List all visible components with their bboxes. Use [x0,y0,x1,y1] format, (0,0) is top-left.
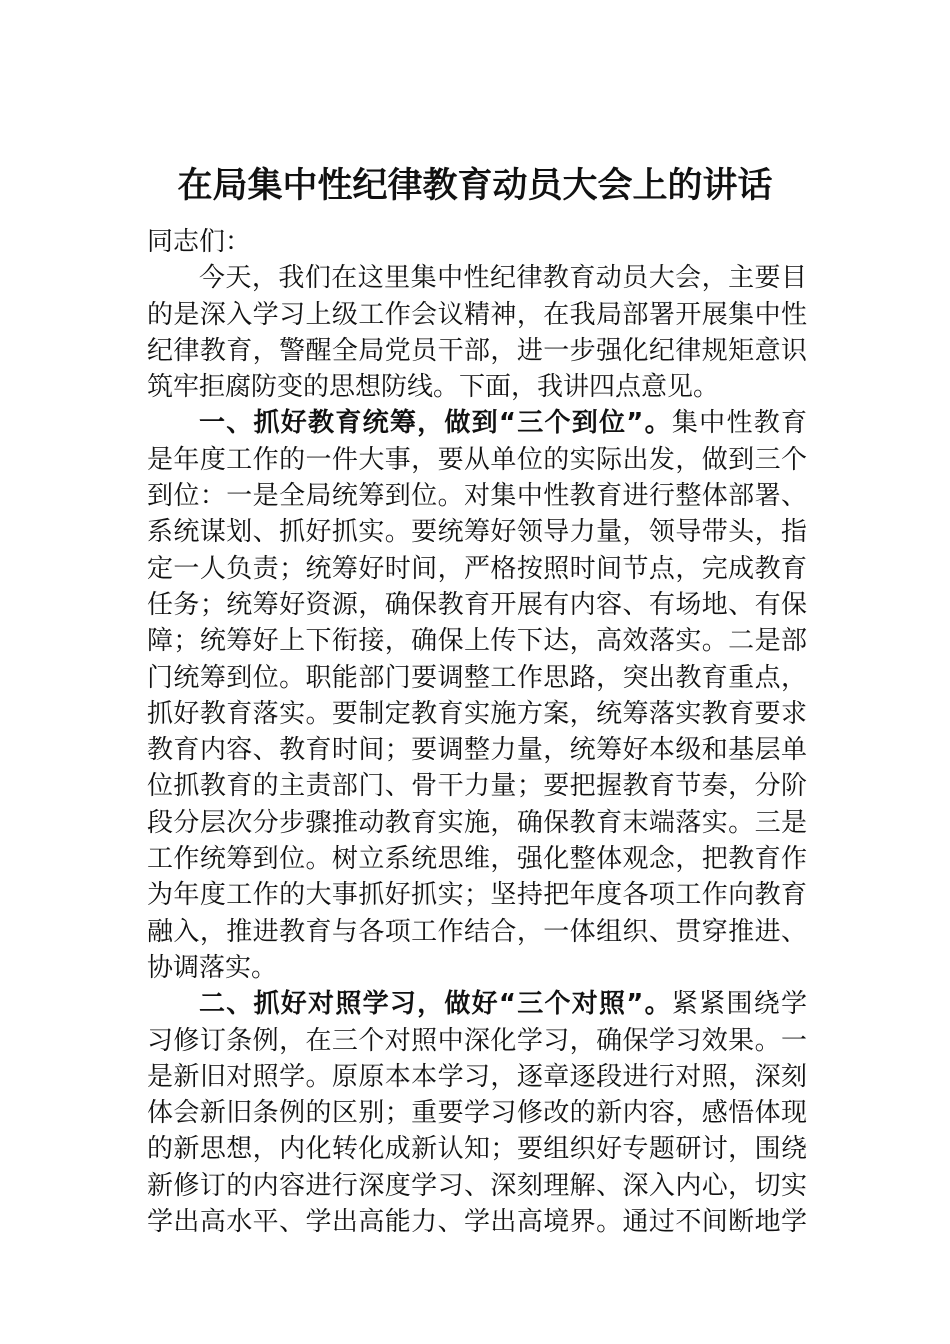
section-heading-1-continuation: 集中性教育 [671,408,807,439]
paragraph-line: 位抓教育的主责部门、骨干力量；要把握教育节奏，分阶 [147,771,807,802]
salutation: 同志们： [147,227,252,257]
paragraph-line: 门统筹到位。职能部门要调整工作思路，突出教育重点， [147,662,807,693]
paragraph-line: 体会新旧条例的区别；重要学习修改的新内容，感悟体现 [147,1098,807,1129]
paragraph-line: 抓好教育落实。要制定教育实施方案，统筹落实教育要求 [147,698,807,729]
section-heading-line [147,986,807,1022]
section-heading-2-continuation: 紧紧围绕学 [671,989,807,1020]
paragraph-line: 障；统筹好上下衔接，确保上传下达，高效落实。二是部 [147,626,807,657]
paragraph-line: 工作统筹到位。树立系统思维，强化整体观念，把教育作 [147,844,807,875]
paragraph-line: 教育内容、教育时间；要调整力量，统筹好本级和基层单 [147,735,807,766]
document-body [147,224,807,1240]
paragraph-line: 的新思想，内化转化成新认知；要组织好专题研讨，围绕 [147,1134,807,1165]
paragraph-line: 筑牢拒腐防变的思想防线。下面，我讲四点意见。 [147,372,720,403]
paragraph-line: 定一人负责；统筹好时间，严格按照时间节点，完成教育 [147,553,807,584]
paragraph-line: 是新旧对照学。原原本本学习，逐章逐段进行对照，深刻 [147,1061,807,1092]
paragraph-line: 协调落实。 [147,952,278,983]
paragraph-line: 系统谋划、抓好抓实。要统筹好领导力量，领导带头，指 [147,517,807,548]
paragraph-line: 新修订的内容进行深度学习、深刻理解、深入内心，切实 [147,1170,807,1201]
paragraph-line: 纪律教育，警醒全局党员干部，进一步强化纪律规矩意识 [147,335,807,366]
paragraph-line: 的是深入学习上级工作会议精神，在我局部署开展集中性 [147,299,807,330]
section-heading-1: 一、抓好教育统筹，做到“三个到位”。 [199,408,672,439]
paragraph-line: 是年度工作的一件大事，要从单位的实际出发，做到三个 [147,444,807,475]
paragraph-line: 为年度工作的大事抓好抓实；坚持把年度各项工作向教育 [147,880,807,911]
paragraph-line: 学出高水平、学出高能力、学出高境界。通过不间断地学 [147,1207,807,1238]
section-heading-line [147,405,807,441]
paragraph-line: 段分层次分步骤推动教育实施，确保教育末端落实。三是 [147,807,807,838]
document-title: 在局集中性纪律教育动员大会上的讲话 [177,165,773,206]
paragraph-line: 习修订条例，在三个对照中深化学习，确保学习效果。一 [147,1025,807,1056]
paragraph-line: 今天，我们在这里集中性纪律教育动员大会，主要目 [199,263,807,294]
section-heading-2: 二、抓好对照学习，做好“三个对照”。 [199,989,672,1020]
paragraph-line: 任务；统筹好资源，确保教育开展有内容、有场地、有保 [147,589,807,620]
paragraph-line: 融入，推进教育与各项工作结合，一体组织、贯穿推进、 [147,916,807,947]
paragraph-line: 到位：一是全局统筹到位。对集中性教育进行整体部署、 [147,481,807,512]
